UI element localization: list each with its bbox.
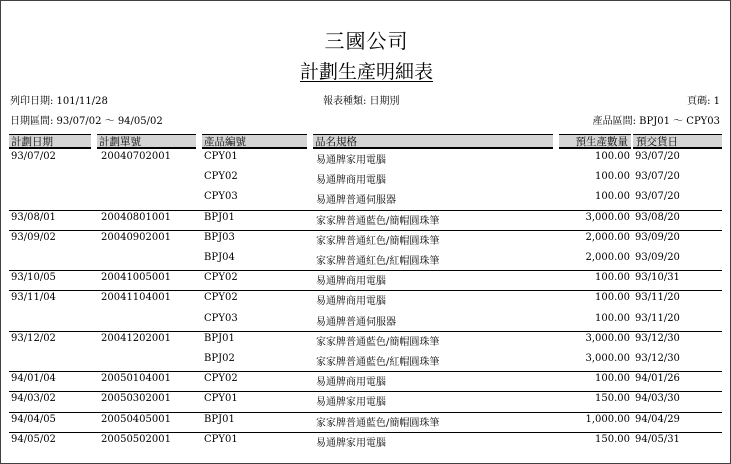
- cell-plan-no: 20041202001: [101, 332, 171, 344]
- cell-plan-date: 93/08/01: [11, 211, 56, 223]
- cell-plan-date: 93/11/04: [11, 292, 56, 304]
- cell-product-code: CPY02: [204, 171, 238, 183]
- cell-plan-date: 94/04/05: [11, 413, 56, 425]
- cell-product-code: CPY01: [204, 393, 238, 405]
- cell-plan-no: 20050405001: [101, 413, 171, 425]
- table-row: [9, 229, 722, 249]
- cell-planned-qty: 2,000.00: [585, 252, 630, 263]
- report-type: 報表種類: 日期別: [323, 96, 400, 107]
- cell-product-code: CPY01: [204, 433, 238, 445]
- cell-product-spec: 易通牌家用電腦: [316, 437, 386, 449]
- table-row: [9, 269, 722, 289]
- table-header: [9, 134, 722, 149]
- table-row: [9, 168, 722, 188]
- cell-planned-qty: 100.00: [595, 151, 630, 162]
- cell-product-spec: 易通牌商用電腦: [316, 296, 386, 308]
- cell-product-spec: 易通牌普通伺服器: [316, 195, 396, 207]
- cell-plan-date: 93/10/05: [11, 272, 56, 284]
- cell-plan-no: 20041104001: [101, 292, 171, 304]
- cell-delivery-date: 93/12/30: [635, 332, 680, 344]
- cell-plan-date: 94/05/02: [11, 433, 56, 445]
- cell-planned-qty: 100.00: [595, 171, 630, 183]
- cell-plan-date: 93/07/02: [11, 151, 56, 162]
- cell-product-spec: 易通牌普通伺服器: [316, 316, 396, 328]
- cell-product-spec: 易通牌商用電腦: [316, 276, 386, 288]
- report-title: [1, 57, 731, 84]
- cell-planned-qty: 100.00: [595, 312, 630, 324]
- product-range: 產品區間: BPJ01 ～ CPY03: [592, 116, 720, 127]
- table-row: [9, 350, 722, 370]
- cell-product-spec: 家家牌普通藍色/簡帽圓珠筆: [316, 417, 440, 429]
- cell-planned-qty: 3,000.00: [585, 211, 630, 223]
- table-row: [9, 188, 722, 208]
- cell-product-code: BPJ01: [204, 413, 235, 425]
- cell-product-code: CPY01: [204, 151, 238, 162]
- cell-delivery-date: 93/10/31: [635, 272, 680, 284]
- col-product-spec: 品名規格: [313, 134, 553, 149]
- cell-product-code: BPJ01: [204, 332, 235, 344]
- cell-product-code: BPJ04: [204, 252, 235, 263]
- cell-planned-qty: 100.00: [595, 373, 630, 385]
- cell-plan-no: 20041005001: [101, 272, 171, 284]
- table-row: [9, 390, 722, 410]
- cell-product-spec: 易通牌家用電腦: [316, 155, 386, 166]
- cell-product-code: BPJ03: [204, 231, 235, 243]
- cell-planned-qty: 100.00: [595, 191, 630, 203]
- cell-planned-qty: 3,000.00: [585, 353, 630, 364]
- cell-product-spec: 易通牌商用電腦: [316, 377, 386, 389]
- cell-product-spec: 家家牌普通紅色/紅帽圓珠筆: [316, 256, 440, 267]
- cell-delivery-date: 93/07/20: [635, 171, 680, 183]
- col-planned-qty: 預生產數量: [559, 134, 631, 149]
- cell-planned-qty: 100.00: [595, 272, 630, 284]
- table-row: [9, 431, 722, 451]
- cell-plan-date: 93/09/02: [11, 231, 56, 243]
- table-row: [9, 148, 722, 168]
- date-range: 日期區間: 93/07/02 ～ 94/05/02: [10, 116, 163, 127]
- cell-product-code: CPY02: [204, 272, 238, 284]
- table-row: [9, 289, 722, 309]
- cell-plan-date: 93/12/02: [11, 332, 56, 344]
- page-number: 頁碼: 1: [687, 96, 720, 107]
- cell-delivery-date: 93/07/20: [635, 151, 680, 162]
- cell-planned-qty: 100.00: [595, 292, 630, 304]
- col-plan-date: 計劃日期: [9, 134, 91, 149]
- cell-plan-no: 20050502001: [101, 433, 171, 445]
- cell-product-code: BPJ02: [204, 353, 235, 364]
- col-plan-no: 計劃單號: [97, 134, 196, 149]
- cell-delivery-date: 93/12/30: [635, 353, 680, 364]
- cell-planned-qty: 2,000.00: [585, 231, 630, 243]
- cell-product-code: CPY02: [204, 373, 238, 385]
- cell-product-spec: 家家牌普通藍色/簡帽圓珠筆: [316, 215, 440, 227]
- cell-product-spec: 易通牌家用電腦: [316, 397, 386, 409]
- cell-plan-no: 20040902001: [101, 231, 171, 243]
- cell-plan-no: 20050302001: [101, 393, 171, 405]
- cell-delivery-date: 94/03/30: [635, 393, 680, 405]
- cell-product-spec: 家家牌普通紅色/簡帽圓珠筆: [316, 235, 440, 247]
- cell-delivery-date: 93/09/20: [635, 252, 680, 263]
- cell-product-code: CPY02: [204, 292, 238, 304]
- cell-planned-qty: 3,000.00: [585, 332, 630, 344]
- table-row: [9, 209, 722, 229]
- cell-delivery-date: 93/07/20: [635, 191, 680, 203]
- cell-plan-date: 94/03/02: [11, 393, 56, 405]
- cell-product-code: CPY03: [204, 191, 238, 203]
- table-row: [9, 370, 722, 390]
- cell-delivery-date: 93/11/20: [635, 312, 680, 324]
- cell-delivery-date: 94/05/31: [635, 433, 680, 445]
- cell-delivery-date: 93/09/20: [635, 231, 680, 243]
- report-title-text: 計劃生產明細表: [299, 61, 433, 83]
- cell-product-spec: 易通牌商用電腦: [316, 175, 386, 187]
- cell-delivery-date: 94/04/29: [635, 413, 680, 425]
- table-row: [9, 411, 722, 431]
- cell-delivery-date: 93/08/20: [635, 211, 680, 223]
- cell-plan-no: 20040702001: [101, 151, 171, 162]
- cell-plan-no: 20040801001: [101, 211, 171, 223]
- cell-product-spec: 家家牌普通藍色/紅帽圓珠筆: [316, 357, 440, 368]
- table-row: [9, 249, 722, 269]
- table-row: [9, 330, 722, 350]
- cell-delivery-date: 93/11/20: [635, 292, 680, 304]
- cell-product-code: BPJ01: [204, 211, 235, 223]
- cell-plan-no: 20050104001: [101, 373, 171, 385]
- col-product-code: 產品編號: [202, 134, 307, 149]
- cell-planned-qty: 150.00: [595, 433, 630, 445]
- cell-product-code: CPY03: [204, 312, 238, 324]
- cell-planned-qty: 1,000.00: [585, 413, 630, 425]
- print-date: 列印日期: 101/11/28: [10, 96, 108, 107]
- company-name: 三國公司: [324, 29, 409, 53]
- col-delivery-date: 預交貨日: [633, 134, 722, 149]
- cell-product-spec: 家家牌普通藍色/簡帽圓珠筆: [316, 336, 440, 348]
- table-row: [9, 310, 722, 330]
- cell-plan-date: 94/01/04: [11, 373, 56, 385]
- cell-delivery-date: 94/01/26: [635, 373, 680, 385]
- cell-planned-qty: 150.00: [595, 393, 630, 405]
